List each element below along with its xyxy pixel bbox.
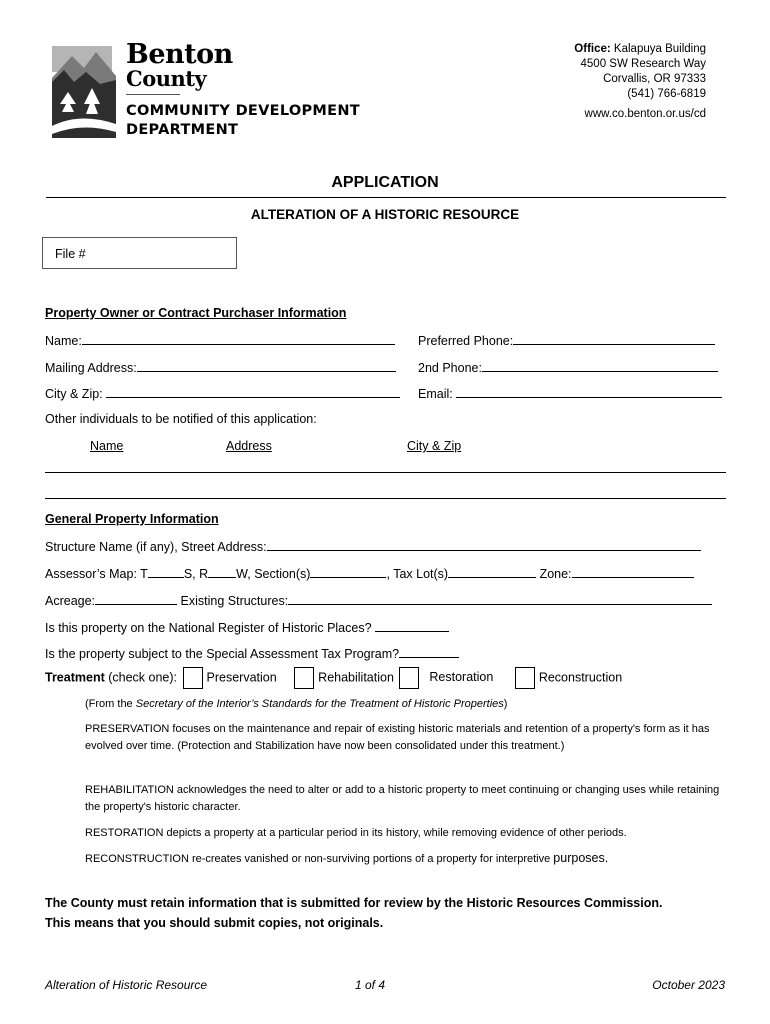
structure-label: Structure Name (if any), Street Address: xyxy=(45,540,267,554)
footer-document-name: Alteration of Historic Resource xyxy=(45,978,208,992)
owner-name-row xyxy=(45,332,395,348)
zone-field[interactable] xyxy=(572,565,694,578)
preferred-phone-field[interactable] xyxy=(513,332,715,345)
footer-page-number: 1 of 4 xyxy=(355,978,386,992)
mailing-address-label: Mailing Address: xyxy=(45,361,137,375)
from-suffix: ) xyxy=(503,698,508,710)
email-row xyxy=(418,385,722,401)
second-phone-row xyxy=(418,359,718,375)
mailing-address-row xyxy=(45,359,396,375)
city-zip-row xyxy=(45,385,400,401)
copies-notice: This means that you should submit copies, not originals. xyxy=(45,916,384,930)
acreage-label: Acreage: xyxy=(45,594,96,608)
national-register-label: Is this property on the National Register of Historic Places? xyxy=(45,621,372,635)
existing-structures-label: Existing Structures: xyxy=(180,594,289,608)
map-t-label: Assessor’s Map: T xyxy=(45,567,148,581)
standards-reference xyxy=(85,696,507,713)
logo-benton: Benton xyxy=(126,39,233,70)
map-section-field[interactable] xyxy=(310,565,386,578)
office-phone: (541) 766-6819 xyxy=(627,88,706,100)
restoration-label: Restoration xyxy=(429,670,494,685)
special-assessment-label: Is the property subject to the Special Assessment Tax Program? xyxy=(45,647,400,661)
page-title: APPLICATION xyxy=(331,174,439,191)
acreage-field[interactable] xyxy=(95,592,177,605)
email-label: Email: xyxy=(418,387,453,401)
preferred-phone-label: Preferred Phone: xyxy=(418,334,514,348)
map-taxlot-label: , Tax Lot(s) xyxy=(386,567,449,581)
logo-department: DEPARTMENT xyxy=(126,122,239,138)
map-t-field[interactable] xyxy=(148,565,184,578)
map-r-field[interactable] xyxy=(208,565,236,578)
general-section-heading: General Property Information xyxy=(45,512,219,526)
page-subtitle: ALTERATION OF A HISTORIC RESOURCE xyxy=(250,207,520,222)
national-register-row xyxy=(45,619,449,635)
owner-section-heading: Property Owner or Contract Purchaser Information xyxy=(45,306,347,320)
restoration-description: RESTORATION depicts a property at a particular period in its history, while removing evidence of other periods. xyxy=(85,827,627,839)
email-field[interactable] xyxy=(456,385,722,398)
other-individuals-label: Other individuals to be notified of this application: xyxy=(45,412,317,426)
special-assessment-row xyxy=(45,645,459,661)
restoration-checkbox[interactable] xyxy=(399,667,419,689)
city-zip-field[interactable] xyxy=(106,385,400,398)
col-cityzip-header: City & Zip xyxy=(407,439,462,453)
treatment-label: Treatment xyxy=(45,670,105,685)
other-individual-line-2[interactable] xyxy=(45,498,726,499)
map-taxlot-field[interactable] xyxy=(448,565,536,578)
logo-divider xyxy=(126,94,180,95)
treatment-row xyxy=(45,667,622,689)
reconstruction-description xyxy=(85,850,725,868)
retain-notice: The County must retain information that is submitted for review by the Historic Resources Commission. xyxy=(45,896,663,910)
office-contact xyxy=(574,42,706,122)
city-zip-label: City & Zip: xyxy=(45,387,103,401)
owner-name-label: Name: xyxy=(45,334,82,348)
rehabilitation-description: REHABILITATION acknowledges the need to alter or add to a historic property to meet continuing or changing uses while retaining the property's historic character. xyxy=(85,784,720,813)
reconstruction-purposes: purposes. xyxy=(553,851,609,865)
office-city: Corvallis, OR 97333 xyxy=(603,73,706,85)
county-logo xyxy=(50,40,370,140)
office-label: Office: xyxy=(574,43,611,55)
other-individual-line-1[interactable] xyxy=(45,472,726,473)
col-name-header: Name xyxy=(90,439,124,453)
office-street: 4500 SW Research Way xyxy=(580,58,706,70)
existing-structures-field[interactable] xyxy=(288,592,712,605)
reconstruction-text: RECONSTRUCTION re-creates vanished or non-surviving portions of a property for interpretive xyxy=(85,853,554,865)
title-divider xyxy=(46,197,726,198)
from-prefix: (From the xyxy=(85,698,136,710)
file-number-label: File # xyxy=(55,247,86,261)
national-register-field[interactable] xyxy=(375,619,449,632)
standards-title: Secretary of the Interior’s Standards for the Treatment of Historic Properties xyxy=(135,698,504,710)
preservation-checkbox[interactable] xyxy=(183,667,203,689)
col-address-header: Address xyxy=(226,439,272,453)
file-number-box[interactable] xyxy=(42,237,237,269)
benton-county-logo-icon xyxy=(50,42,118,138)
logo-county: County xyxy=(126,66,207,91)
special-assessment-field[interactable] xyxy=(399,645,459,658)
treatment-check-label: (check one): xyxy=(108,670,178,685)
map-r-label: S, R xyxy=(183,567,209,581)
map-section-label: W, Section(s) xyxy=(236,567,311,581)
structure-field[interactable] xyxy=(267,538,701,551)
mailing-address-field[interactable] xyxy=(137,359,396,372)
second-phone-label: 2nd Phone: xyxy=(418,361,482,375)
office-website: www.co.benton.or.us/cd xyxy=(584,108,706,120)
rehabilitation-label: Rehabilitation xyxy=(318,670,394,685)
preservation-description: PRESERVATION focuses on the maintenance and repair of existing historic materials and retention of a property's form as it has evolved over time. (Protection and Stabilization have now been consolidated under this treatment.) xyxy=(85,723,710,752)
owner-name-field[interactable] xyxy=(82,332,395,345)
assessor-map-row xyxy=(45,565,694,581)
reconstruction-label: Reconstruction xyxy=(538,670,623,685)
preservation-label: Preservation xyxy=(206,670,277,685)
second-phone-field[interactable] xyxy=(482,359,718,372)
structure-row xyxy=(45,538,701,554)
acreage-row xyxy=(45,592,712,608)
preferred-phone-row xyxy=(418,332,715,348)
logo-community-development: COMMUNITY DEVELOPMENT xyxy=(126,103,360,119)
footer-date: October 2023 xyxy=(652,978,725,992)
rehabilitation-checkbox[interactable] xyxy=(294,667,314,689)
office-building: Kalapuya Building xyxy=(613,43,706,55)
reconstruction-checkbox[interactable] xyxy=(515,667,535,689)
zone-label: Zone: xyxy=(539,567,572,581)
